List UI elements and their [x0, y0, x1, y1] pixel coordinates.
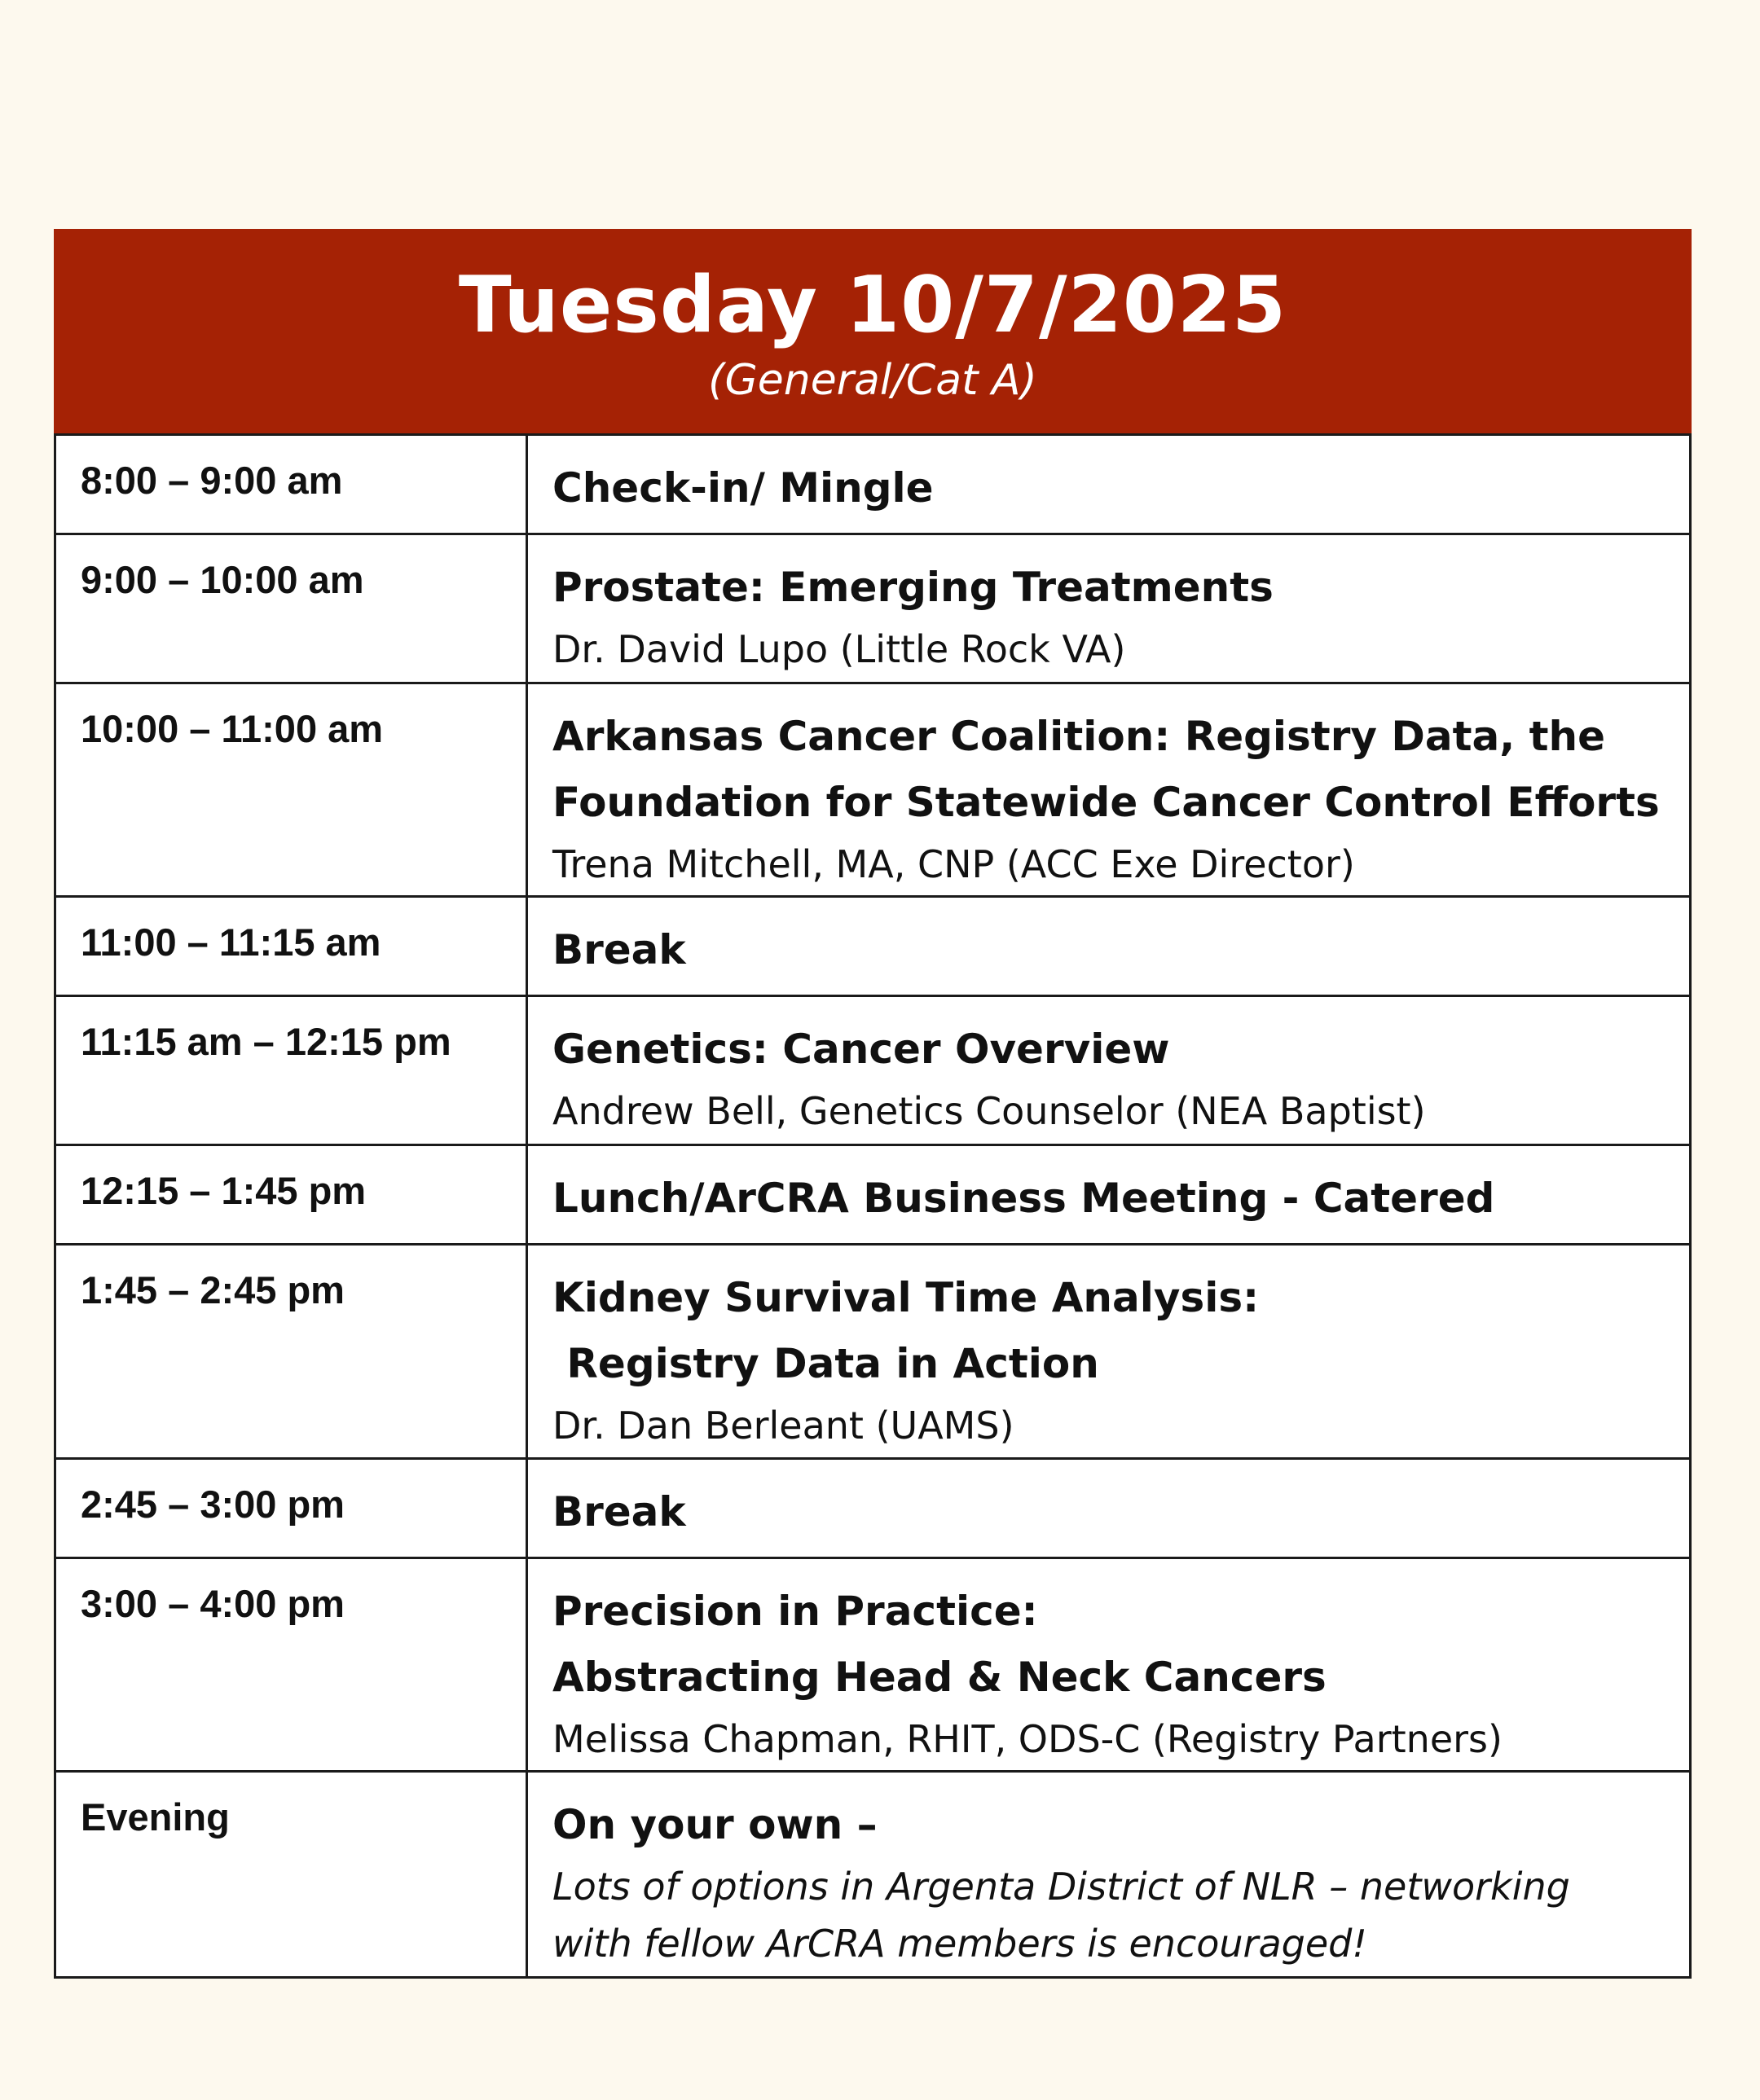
- session-speaker: Trena Mitchell, MA, CNP (ACC Exe Director): [552, 842, 1355, 886]
- schedule-header: [54, 229, 1692, 433]
- session-cell: [527, 1459, 1691, 1558]
- session-title: Lunch/ArCRA Business Meeting - Catered: [552, 1175, 1495, 1222]
- schedule-row: [55, 683, 1691, 897]
- schedule-row: [55, 996, 1691, 1145]
- session-cell: [527, 683, 1691, 897]
- session-title: Break: [552, 1488, 686, 1535]
- session-title: Kidney Survival Time Analysis:: [552, 1274, 1260, 1321]
- day-title: Tuesday 10/7/2025: [458, 261, 1287, 350]
- session-title: On your own –: [552, 1801, 878, 1848]
- session-speaker: Dr. Dan Berleant (UAMS): [552, 1404, 1014, 1448]
- session-speaker: Andrew Bell, Genetics Counselor (NEA Baptist): [552, 1089, 1426, 1133]
- schedule-row: [55, 1245, 1691, 1459]
- time-slot: 2:45 – 3:00 pm: [55, 1459, 527, 1558]
- schedule-table: [54, 229, 1692, 1979]
- session-cell: [527, 1772, 1691, 1978]
- session-title: Check-in/ Mingle: [552, 464, 934, 512]
- time-slot: 11:00 – 11:15 am: [55, 897, 527, 996]
- schedule-row: [55, 1772, 1691, 1978]
- schedule-row: [55, 1145, 1691, 1245]
- schedule-row: [55, 1459, 1691, 1558]
- session-cell: [527, 534, 1691, 683]
- session-speaker: Dr. David Lupo (Little Rock VA): [552, 627, 1126, 671]
- session-title: Registry Data in Action: [552, 1340, 1099, 1387]
- session-title: Abstracting Head & Neck Cancers: [552, 1654, 1327, 1701]
- time-slot: 10:00 – 11:00 am: [55, 683, 527, 897]
- schedule-row: [55, 1558, 1691, 1772]
- session-speaker: Melissa Chapman, RHIT, ODS-C (Registry Partners): [552, 1717, 1503, 1761]
- schedule-row: [55, 534, 1691, 683]
- session-cell: [527, 1558, 1691, 1772]
- schedule-row: [55, 897, 1691, 996]
- session-note: Lots of options in Argenta District of NLR – networking: [552, 1865, 1570, 1909]
- day-subtitle: (General/Cat A): [708, 356, 1037, 405]
- time-slot: Evening: [55, 1772, 527, 1978]
- time-slot: 1:45 – 2:45 pm: [55, 1245, 527, 1459]
- time-slot: 8:00 – 9:00 am: [55, 435, 527, 534]
- session-note: with fellow ArCRA members is encouraged!: [552, 1922, 1367, 1966]
- session-title: Genetics: Cancer Overview: [552, 1026, 1170, 1073]
- session-cell: [527, 435, 1691, 534]
- schedule-row: [55, 435, 1691, 534]
- session-title: Arkansas Cancer Coalition: Registry Data, the: [552, 713, 1606, 760]
- time-slot: 12:15 – 1:45 pm: [55, 1145, 527, 1245]
- time-slot: 11:15 am – 12:15 pm: [55, 996, 527, 1145]
- session-cell: [527, 897, 1691, 996]
- session-cell: [527, 1145, 1691, 1245]
- time-slot: 9:00 – 10:00 am: [55, 534, 527, 683]
- schedule-rows: [54, 433, 1692, 1979]
- session-title: Foundation for Statewide Cancer Control Efforts: [552, 779, 1660, 826]
- session-cell: [527, 996, 1691, 1145]
- session-title: Prostate: Emerging Treatments: [552, 564, 1274, 611]
- time-slot: 3:00 – 4:00 pm: [55, 1558, 527, 1772]
- session-title: Break: [552, 926, 686, 973]
- session-title: Precision in Practice:: [552, 1588, 1038, 1635]
- session-cell: [527, 1245, 1691, 1459]
